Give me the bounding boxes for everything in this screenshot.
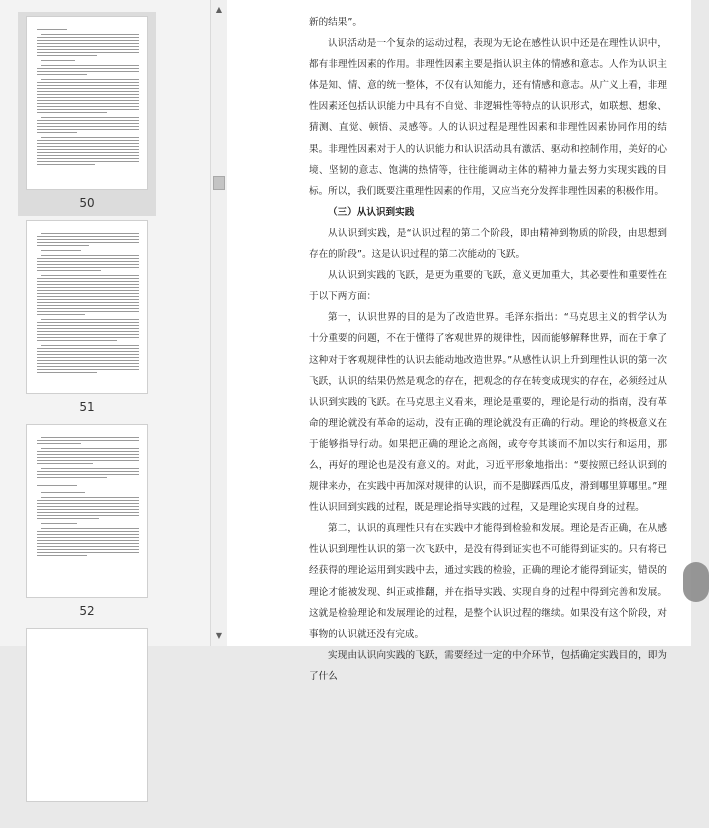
- thumbnail-text-line: [37, 55, 97, 56]
- thumbnail-text-line: [37, 236, 139, 237]
- thumbnail-text-line: [37, 37, 139, 38]
- thumbnail-text-line: [37, 120, 139, 121]
- thumbnail-text-line: [41, 528, 139, 529]
- paragraph: 从认识到实践的飞跃，是更为重要的飞跃，意义更加重大，其必要性和重要性在于以下两方面：: [309, 270, 667, 303]
- thumbnail-text-line: [37, 94, 139, 95]
- section-heading: （三）从认识到实践: [328, 206, 415, 218]
- thumbnail-text-line: [37, 443, 81, 444]
- thumbnail-text-line: [37, 129, 139, 130]
- thumbnail-text-line: [37, 366, 139, 367]
- thumbnail-text-line: [41, 117, 139, 118]
- thumbnail-text-line: [37, 97, 139, 98]
- scroll-up-arrow-icon[interactable]: ▲: [215, 5, 223, 14]
- thumbnail-text-line: [37, 287, 139, 288]
- thumbnail-text-line: [37, 322, 139, 323]
- thumbnail-text-line: [37, 71, 139, 72]
- thumbnail-text-line: [37, 281, 139, 282]
- thumbnail-text-line: [37, 299, 139, 300]
- thumbnail-text-line: [37, 314, 85, 315]
- thumbnail-text-line: [41, 468, 139, 469]
- thumbnail-text-line: [41, 34, 139, 35]
- thumbnail-text-line: [37, 515, 139, 516]
- thumbnail-text-line: [37, 239, 139, 240]
- thumbnail-text-line: [37, 369, 139, 370]
- thumbnail-text-line: [37, 337, 139, 338]
- thumbnail-text-line: [41, 437, 139, 438]
- thumbnail-text-line: [37, 372, 97, 373]
- thumbnail-text-line: [37, 149, 139, 150]
- thumbnail-text-line: [37, 152, 139, 153]
- thumbnail-text-line: [37, 552, 139, 553]
- thumbnail-text-line: [37, 308, 139, 309]
- thumbnail-text-line: [41, 345, 139, 346]
- thumbnail-text-line: [37, 463, 93, 464]
- thumbnail-text-line: [37, 155, 139, 156]
- floating-tool-button[interactable]: [683, 562, 709, 602]
- thumbnail-text-line: [41, 497, 139, 498]
- scrollbar-thumb[interactable]: [213, 176, 225, 190]
- thumbnail-text-line: [37, 46, 139, 47]
- thumbnail-text-line: [37, 531, 139, 532]
- thumbnail-text-line: [37, 555, 87, 556]
- paragraph: 从认识到实践，是“认识过程的第二个阶段，即由精神到物质的阶段，由思想到存在的阶段”。这是认识过程的第二次能动的飞跃。: [309, 227, 667, 261]
- thumbnail-text-line: [37, 103, 139, 104]
- document-page: [309, 12, 667, 687]
- thumbnail-text-line: [37, 451, 139, 452]
- thumbnail-text-line: [37, 74, 87, 75]
- paragraph: 认识活动是一个复杂的运动过程，表现为无论在感性认识中还是在理性认识中，都有非理性因素的作用。非理性因素主要是指认识主体的情感和意志。人作为认识主体是知、情、意的统一整体，不仅有认知能力，还有情感和意志。从广义上看，非理性因素还包括认识能力中具有不自觉、非逻辑性等特点的认识形式，如联想、想象、猜测、直觉、顿悟、灵感等。人的认识过程是理性因素和非理性因素协同作用的结果。非理性因素对于人的认识能力和认识活动具有激活、驱动和控制作用，美好的心境、坚韧的意志、饱满的热情等，往往能调动主体的精神力量去努力实现实践的目标。所以，我们既要注重理性因素的作用，又应当充分发挥非理性因素的积极作用。: [309, 38, 667, 197]
- thumbnail-text-line: [37, 100, 139, 101]
- thumbnail-text-line: [37, 440, 139, 441]
- thumbnail-text-line: [37, 293, 139, 294]
- thumbnail-text-line: [37, 264, 139, 265]
- thumbnail-text-line: [37, 363, 139, 364]
- thumbnail-text-line: [41, 255, 139, 256]
- thumbnail-text-line: [37, 164, 95, 165]
- paragraph: 第一，认识世界的目的是为了改造世界。毛泽东指出：“马克思主义的哲学认为十分重要的问题，不在于懂得了客观世界的规律性，因而能够解释世界，而在于拿了这种对于客观规律性的认识去能动地改造世界。”从感性认识上升到理性认识的第一次飞跃，认识的结果仍然是观念的存在，把观念的存在转变成现实的存在，必须经过从认识到实践的飞跃。在马克思主义看来，理论是重要的，理论是行动的指南，没有革命的理论就没有革命的运动，没有正确的理论就没有正确的行动。理论的终极意义在于能够指导行动。如果把正确的理论之高阁，或夸夸其谈而不加以实行和运用，那么，再好的理论也是没有意义的。对此，习近平形象地指出：“要按照已经认识到的规律来办，在实践中再加深对规律的认识，而不是脚踩西瓜皮，滑到哪里算哪里。”理性认识回到实践的过程，既是理论指导实践的过程，又是理论实现自身的过程。: [309, 312, 667, 514]
- thumbnail-text-line: [37, 485, 77, 486]
- thumbnail-text-line: [37, 302, 139, 303]
- thumbnail-text-line: [37, 126, 139, 127]
- thumbnail-text-line: [37, 85, 139, 86]
- thumbnail-text-line: [37, 500, 139, 501]
- thumbnail-text-line: [37, 296, 139, 297]
- thumbnail-text-line: [37, 543, 139, 544]
- thumbnail-page-51[interactable]: [18, 216, 156, 420]
- thumbnail-text-line: [37, 325, 139, 326]
- thumbnail-text-line: [41, 275, 139, 276]
- sidebar-scrollbar[interactable]: [210, 0, 227, 646]
- thumbnail-text-line: [37, 503, 139, 504]
- thumbnail-page-number: 52: [79, 604, 95, 618]
- thumbnail-preview: [26, 220, 148, 394]
- thumbnail-text-line: [37, 146, 139, 147]
- thumbnail-text-line: [37, 290, 139, 291]
- thumbnail-text-line: [37, 242, 139, 243]
- paragraph: 实现由认识向实践的飞跃，需要经过一定的中介环节，包括确定实践目的，即为了什么: [309, 649, 667, 682]
- thumbnail-text-line: [37, 82, 139, 83]
- document-view[interactable]: [227, 0, 691, 682]
- thumbnail-sidebar: [0, 0, 210, 646]
- thumbnail-text-line: [37, 534, 139, 535]
- thumbnail-text-line: [37, 68, 139, 69]
- thumbnail-text-line: [37, 49, 139, 50]
- thumbnail-text-line: [41, 492, 85, 493]
- thumbnail-text-line: [37, 109, 139, 110]
- thumbnail-text-line: [37, 474, 139, 475]
- thumbnail-text-line: [37, 284, 139, 285]
- scroll-down-arrow-icon[interactable]: ▼: [215, 631, 223, 640]
- thumbnail-text-line: [37, 278, 139, 279]
- thumbnail-text-line: [37, 512, 139, 513]
- thumbnail-text-line: [37, 546, 139, 547]
- thumbnail-text-line: [37, 357, 139, 358]
- thumbnail-text-line: [37, 334, 139, 335]
- thumbnail-text-line: [41, 250, 81, 251]
- thumbnail-page-50[interactable]: [18, 12, 156, 216]
- thumbnail-text-line: [37, 112, 107, 113]
- thumbnail-text-line: [37, 245, 89, 246]
- thumbnail-text-line: [37, 40, 139, 41]
- thumbnail-text-line: [41, 319, 139, 320]
- thumbnail-text-line: [37, 351, 139, 352]
- thumbnail-text-line: [41, 79, 139, 80]
- thumbnail-page-number: 51: [79, 400, 95, 414]
- paragraph: 第二，认识的真理性只有在实践中才能得到检验和发展。理论是否正确，在从感性认识到理性认识的第一次飞跃中，是没有得到证实也不可能得到证实的。只有将已经获得的理论运用到实践中去，通过实践的检验，正确的理论才能得到证实，错误的理论才能被发现、纠正或推翻，并在指导实践、实现自身的过程中得到完善和发展。这就是检验理论和发展理论的过程，是整个认识过程的继续。如果没有这个阶段，对事物的认识就还没有完成。: [309, 523, 667, 640]
- thumbnail-text-line: [37, 506, 139, 507]
- thumbnail-text-line: [37, 537, 139, 538]
- thumbnail-preview: [26, 424, 148, 598]
- thumbnail-text-line: [37, 258, 139, 259]
- thumbnail-text-line: [37, 471, 139, 472]
- thumbnail-text-line: [37, 305, 139, 306]
- thumbnail-text-line: [41, 448, 139, 449]
- thumbnail-text-line: [41, 65, 139, 66]
- thumbnail-text-line: [37, 549, 139, 550]
- thumbnail-text-line: [37, 454, 139, 455]
- thumbnail-text-line: [37, 270, 101, 271]
- thumbnail-text-line: [37, 123, 139, 124]
- thumbnail-preview: [26, 16, 148, 190]
- thumbnail-text-line: [37, 158, 139, 159]
- thumbnail-text-line: [37, 340, 117, 341]
- thumbnail-text-line: [37, 43, 139, 44]
- thumbnail-text-line: [37, 261, 139, 262]
- thumbnail-text-line: [37, 460, 139, 461]
- thumbnail-text-line: [37, 88, 139, 89]
- thumbnail-text-line: [37, 477, 107, 478]
- thumbnail-text-line: [41, 523, 77, 524]
- thumbnail-text-line: [41, 137, 139, 138]
- paragraph: 新的结果”。: [309, 17, 362, 28]
- thumbnail-text-line: [37, 540, 139, 541]
- thumbnail-text-line: [37, 29, 67, 30]
- thumbnail-text-line: [37, 132, 77, 133]
- thumbnail-text-line: [37, 509, 139, 510]
- thumbnail-page-53[interactable]: [18, 624, 156, 828]
- thumbnail-text-line: [41, 233, 139, 234]
- thumbnail-text-line: [37, 354, 139, 355]
- thumbnail-text-line: [37, 161, 139, 162]
- thumbnail-text-line: [37, 143, 139, 144]
- thumbnail-text-line: [37, 91, 139, 92]
- thumbnail-text-line: [37, 328, 139, 329]
- thumbnail-text-line: [37, 267, 139, 268]
- thumbnail-text-line: [37, 106, 139, 107]
- thumbnail-text-line: [37, 140, 139, 141]
- thumbnail-text-line: [37, 311, 139, 312]
- thumbnail-text-line: [37, 360, 139, 361]
- thumbnail-page-number: 50: [79, 196, 95, 210]
- thumbnail-preview: [26, 628, 148, 802]
- thumbnail-text-line: [41, 60, 75, 61]
- thumbnail-text-line: [37, 457, 139, 458]
- thumbnail-text-line: [37, 331, 139, 332]
- thumbnail-text-line: [37, 348, 139, 349]
- thumbnail-text-line: [37, 52, 139, 53]
- thumbnail-page-52[interactable]: [18, 420, 156, 624]
- thumbnail-text-line: [37, 518, 99, 519]
